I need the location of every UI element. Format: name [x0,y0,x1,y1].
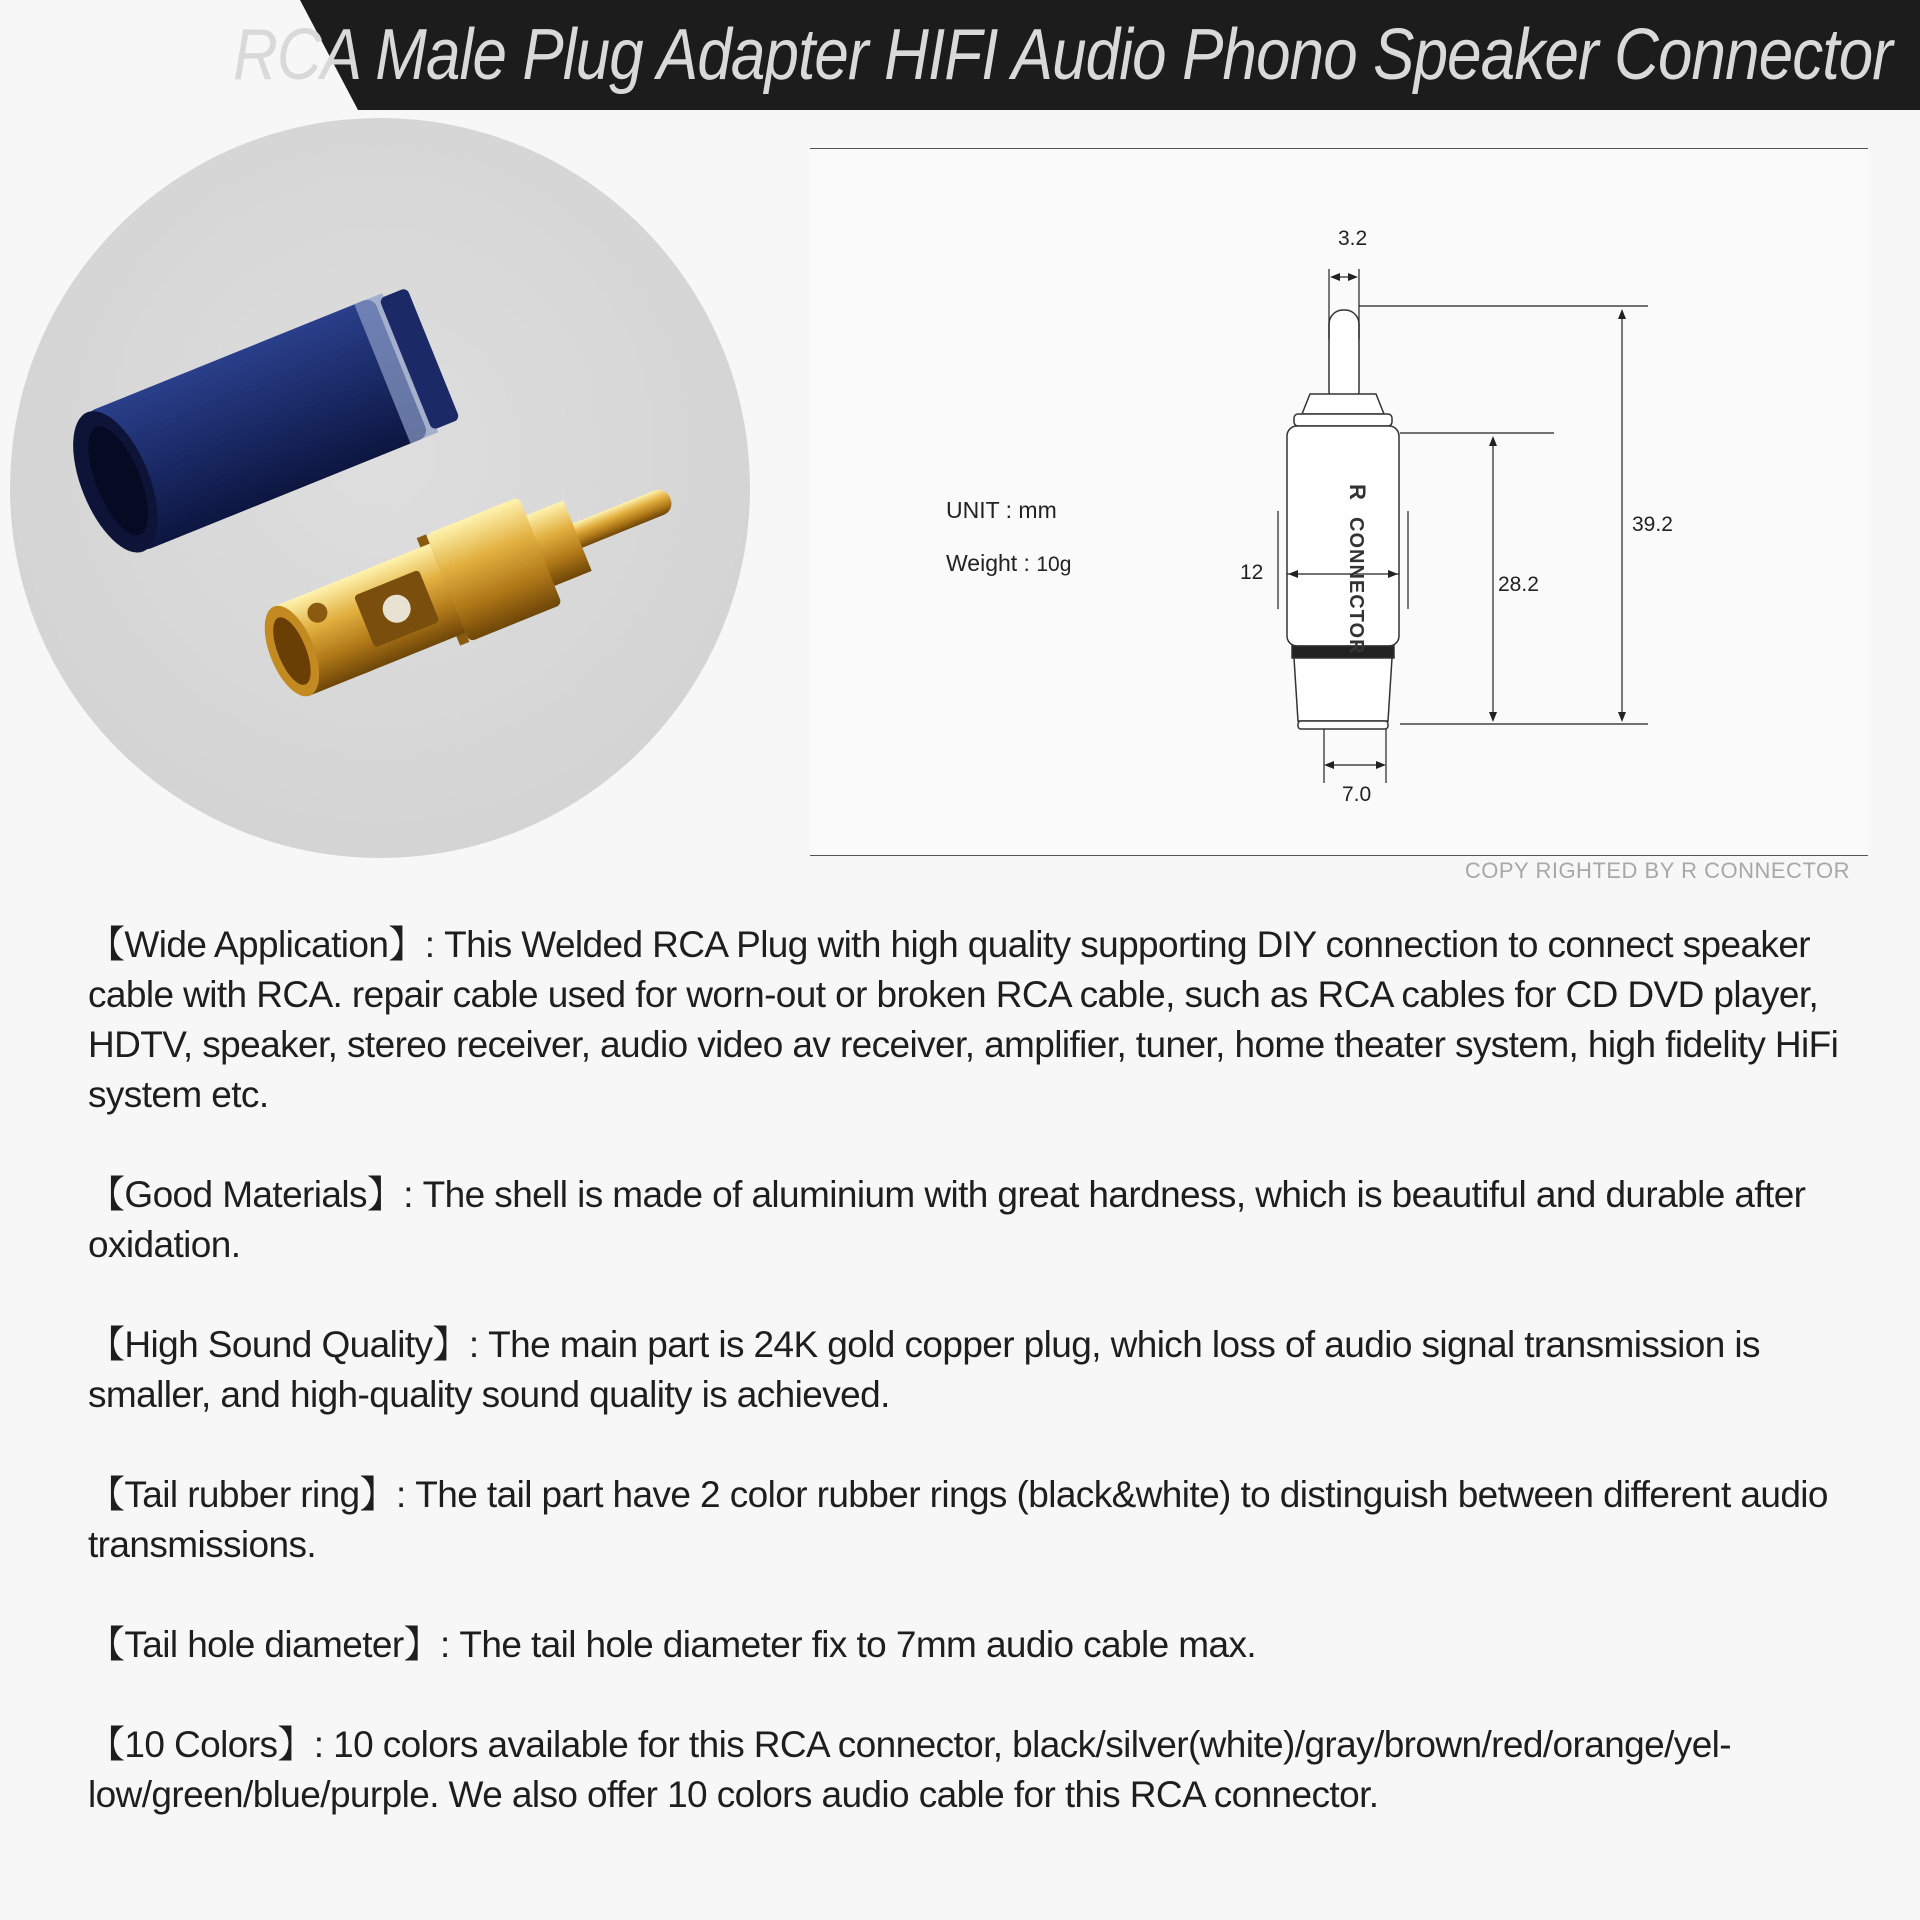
feature-heading: 【Good Materials】 [88,1174,404,1215]
copyright-notice: COPY RIGHTED BY R CONNECTOR [1464,858,1850,883]
dim-body-diameter: 12 [1240,561,1264,584]
feature-text: : This Welded RCA Plug with high quality supporting DIY connection to connect speaker cable with RCA. repair cable used for worn-out or broken RCA cable, such as RCA cables for CD DVD player, HDTV, speaker, stereo receiver, audio video av receiver, amplifier, tuner, home theater system, high fidelity HiFi system etc. [88,924,1839,1115]
rca-plug-photo-icon [10,118,750,858]
dim-pin-width: 3.2 [1338,227,1368,250]
product-photo [10,118,750,858]
feature-good-materials [88,1170,1858,1270]
dim-tail-diameter: 7.0 [1342,783,1372,806]
feature-text: : The tail part have 2 color rubber rings (black&white) to distinguish between different audio transmissions. [88,1474,1828,1565]
feature-list [88,920,1858,1870]
feature-tail-hole-diameter [88,1620,1858,1670]
feature-text: : The main part is 24K gold copper plug, which loss of audio signal transmission is smaller, and high-quality sound quality is achieved. [88,1324,1760,1415]
feature-heading: 【Wide Application】 [88,924,425,965]
brand-text: CONNECTOR [1345,517,1367,655]
weight-value: 10g [1036,553,1072,576]
weight-label-text: Weight : [946,550,1037,576]
dim-total-length: 39.2 [1632,513,1673,536]
feature-wide-application [88,920,1858,1120]
feature-high-sound-quality [88,1320,1858,1420]
dim-body-length: 28.2 [1498,573,1539,596]
feature-text: : 10 colors available for this RCA connector, black/silver(white)/gray/brown/red/orange/yel-low/green/blue/purple. We also offer 10 colors audio cable for this RCA connector. [88,1724,1732,1815]
unit-label: UNIT : mm [946,497,1057,523]
feature-heading: 【Tail hole diameter】 [88,1624,440,1665]
feature-tail-rubber-ring [88,1470,1858,1570]
page-title: RCA Male Plug Adapter HIFI Audio Phono Speaker Connector [233,15,1892,95]
title-banner [0,0,1920,110]
brand-letter: R [1345,484,1370,500]
feature-heading: 【High Sound Quality】 [88,1324,469,1365]
dimension-diagram [810,148,1868,856]
feature-heading: 【10 Colors】 [88,1724,314,1765]
feature-text: : The shell is made of aluminium with great hardness, which is beautiful and durable after oxidation. [88,1174,1806,1265]
weight-label [946,550,1071,577]
feature-heading: 【Tail rubber ring】 [88,1474,396,1515]
connector-outline-icon [1287,310,1399,729]
feature-text: : The tail hole diameter fix to 7mm audio cable max. [439,1624,1257,1665]
feature-10-colors [88,1720,1858,1820]
